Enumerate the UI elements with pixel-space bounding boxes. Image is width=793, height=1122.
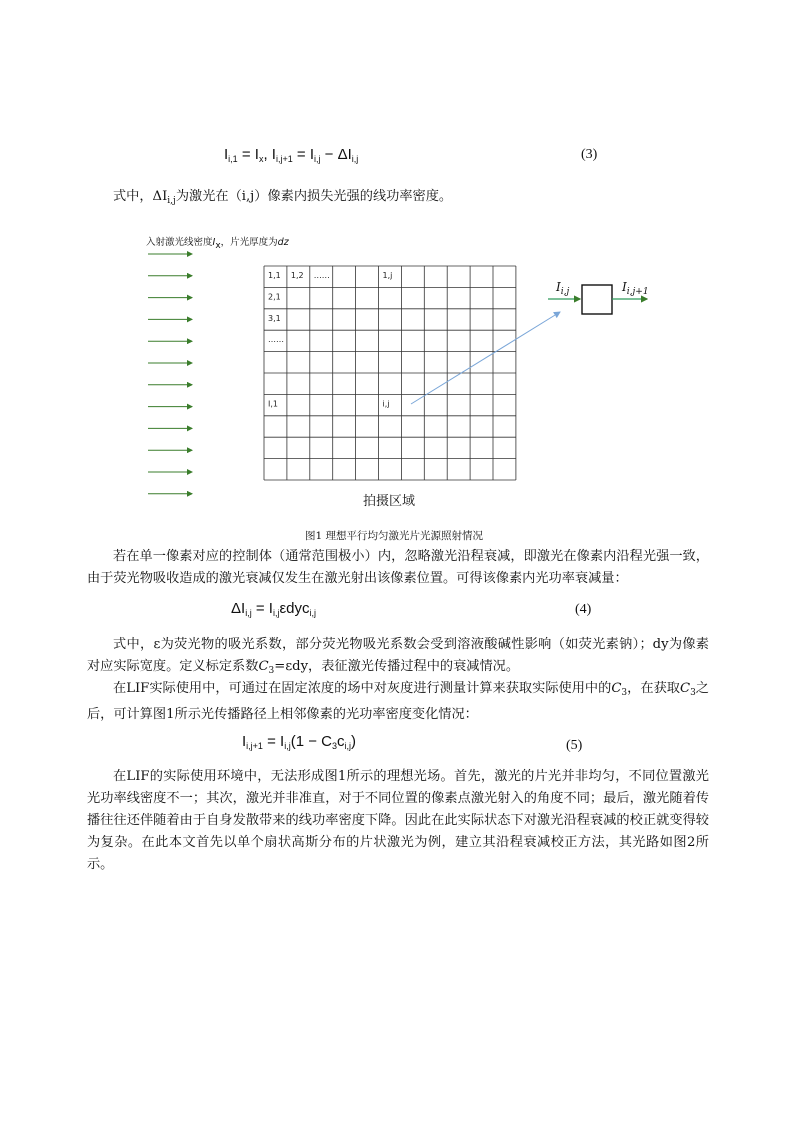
paragraph-3-sub: 3 [621,688,628,698]
eq3-term: = I [237,146,259,163]
paragraph-2 [87,634,709,682]
region-label: 拍摄区域 [363,494,416,509]
grid-cell-label: 1,2 [290,271,304,280]
eq4-sub: i,j [309,608,316,618]
incident-arrows [148,254,192,494]
eq4-term: = I [251,600,273,617]
fig-title-text: 入射激光线密度 [146,237,213,248]
eq5-sub: i,j [344,741,351,751]
grid-cell-label: 1,j [382,271,393,280]
equation-5-number: (5) [566,738,583,753]
paragraph-2-sub: 3 [268,666,275,676]
equation-4-number: (4) [575,602,592,617]
def-sub: i,j [167,196,176,206]
equation-5 [242,733,356,751]
fig-title-var: dz [277,237,289,248]
grid-cell-label: 2,1 [268,292,281,302]
eq3-sub: x [258,154,264,164]
box-input-sub: i,j [560,287,570,297]
paragraph-3-text: 之后，可计算图1所示光传播路径上相邻像素的光功率密度变化情况： [87,681,709,722]
eq5-sub: 3 [331,741,337,751]
eq3-sub: i,j+1 [275,154,293,164]
paragraph-4-text: 在LIF的实际使用环境中，无法形成图1所示的理想光场。首先，激光的片光并非均匀，不同位置激光光功率线密度不一；其次，激光并非准直，对于不同位置的像素点激光射入的角度不同；最后，激光随着传播往往还伴随着由于自身发散带来的线功率密度下降。因此在此实际状态下对激光沿程衰减的校正就变得较为复杂。在此本文首先以单个扇状高斯分布的片状激光为例，建立其沿程衰减校正方法，其光路如图2所示。 [87,769,709,872]
fig-title-var: I [212,237,216,248]
eq3-term: I [224,146,229,163]
paragraph-2-var: C [258,659,269,674]
eq3-sub: i,j [314,154,321,164]
paragraph-1 [87,546,709,590]
eq4-sub: i,j [272,608,280,618]
grid-cell-label: 1,1 [268,271,281,280]
eq4-term: εdyc [279,600,310,617]
paragraph-4 [87,766,709,876]
eq4-sub: i,j [245,608,252,618]
equation-4 [231,600,316,618]
eq5-term: c [336,733,345,750]
eq5-sub: i,j [284,741,291,751]
box-output-label [622,280,649,297]
fig-title-text: ，片光厚度为 [220,237,278,248]
eq5-term: ) [350,733,356,750]
eq5-term: = I [262,733,285,750]
def-text: 为激光在（i,j）像素内损失光强的线功率密度。 [175,189,453,204]
box-input-var: I [556,280,561,294]
figure-1-diagram [0,0,793,520]
paragraph-2-text: =εdy，表征激光传播过程中的衰减情况。 [274,659,520,674]
paragraph-3-sub: 3 [690,688,696,698]
eq3-sub: i,1 [228,154,238,164]
eq5-term: (1 − C [290,733,332,750]
eq4-term: ΔI [231,600,246,617]
paragraph-2-text: 式中，ε为荧光物的吸光系数，部分荧光物吸光系数会受到溶液酸碱性影响（如荧光素钠）；dy为像素对应实际宽度。定义标定系数 [87,637,709,674]
grid-cell-label: …… [268,335,284,345]
box-output-sub: i,j+1 [626,287,649,297]
equation-3-number: (3) [581,147,598,162]
fig-title-sub: x [215,241,221,251]
grid-cell-label: I,1 [268,399,278,409]
box-input-label [556,280,569,297]
pixel-grid [264,266,516,480]
grid-cell-label: i,j [382,399,390,409]
figure-1-caption: 图1 理想平行均匀激光片光源照射情况 [305,530,484,542]
paragraph-3-text: ，在获取 [627,681,680,696]
def-text: 式中，ΔI [113,189,168,204]
control-volume-box [582,285,612,314]
eq3-term: − ΔI [320,146,352,163]
paragraph-3 [87,678,709,726]
eq3-term: , [263,146,272,163]
paragraph-3-var: C [611,681,622,696]
grid-cell-label: …… [313,271,330,280]
eq5-sub: i,j+1 [246,741,263,751]
grid-cell-label: 3,1 [268,313,281,323]
eq3-sub: i,j [351,154,359,164]
eq3-term: I [271,146,276,163]
paragraph-3-text: 在LIF实际使用中，可通过在固定浓度的场中对灰度进行测量计算来获取实际使用中的 [113,681,612,696]
pointer-arrow [411,312,560,404]
eq3-term: = I [292,146,314,163]
box-output-var: I [622,280,627,294]
paragraph-1-text: 若在单一像素对应的控制体（通常范围极小）内，忽略激光沿程衰减，即激光在像素内沿程光强一致，由于荧光物吸收造成的激光衰减仅发生在激光射出该像素位置。可得该像素内光功率衰减量： [87,549,709,586]
eq5-term: I [242,733,247,750]
paragraph-3-var: C [679,681,691,696]
